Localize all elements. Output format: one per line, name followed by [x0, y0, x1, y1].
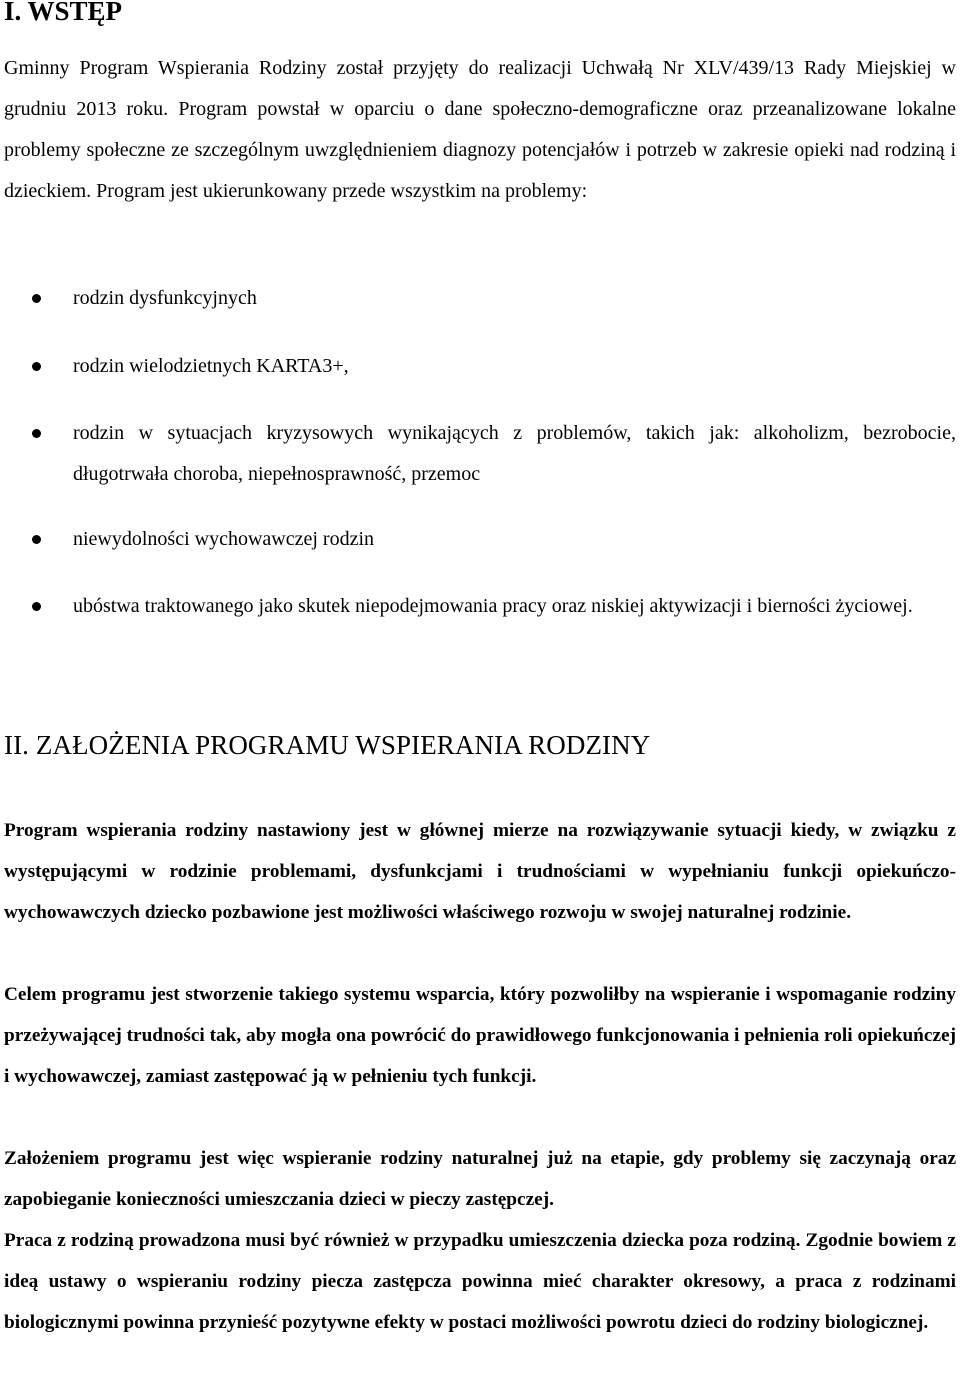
- bullet-icon: [32, 429, 41, 438]
- bullet-icon: [32, 535, 41, 544]
- list-item-text: rodzin wielodzietnych KARTA3+,: [73, 355, 349, 377]
- intro-paragraph: Gminny Program Wspierania Rodziny został przyjęty do realizacji Uchwałą Nr XLV/439/13 Rady Miejskiej w grudniu 2013 roku. Program powstał w oparciu o dane społeczno-demograficzne oraz przeanalizowane lokalne problemy społeczne ze szczególnym uwzględnieniem diagnozy potencjałów i potrzeb w zakresie opieki nad rodziną i dzieckiem. Program jest ukierunkowany przede wszystkim na problemy:: [4, 57, 956, 202]
- list-item-text: rodzin dysfunkcyjnych: [73, 287, 257, 309]
- bullet-icon: [32, 362, 41, 371]
- list-item-text: ubóstwa traktowanego jako skutek niepodejmowania pracy oraz niskiej aktywizacji i bierności życiowej.: [73, 595, 913, 617]
- bullet-icon: [32, 602, 41, 611]
- list-item-text: niewydolności wychowawczej rodzin: [73, 528, 375, 550]
- list-item-text: rodzin w sytuacjach kryzysowych wynikających z problemów, takich jak: alkoholizm, bezrobocie, długotrwała choroba, niepełnosprawność, przemoc: [73, 422, 956, 485]
- program-goal-paragraph: Celem programu jest stworzenie takiego systemu wsparcia, który pozwoliłby na wspieranie i wspomaganie rodziny przeżywającej trudności tak, aby mogła ona powrócić do prawidłowego funkcjonowania i pełnienia roli opiekuńczej i wychowawczej, zamiast zastępować ją w pełnieniu tych funkcji.: [4, 984, 956, 1087]
- bullet-icon: [32, 294, 41, 303]
- program-premise-paragraph: Założeniem programu jest więc wspieranie rodziny naturalnej już na etapie, gdy problemy się zaczynają oraz zapobieganie konieczności umieszczania dzieci w pieczy zastępczej.: [4, 1148, 956, 1210]
- section-heading-introduction: I. WSTĘP: [4, 0, 123, 26]
- family-work-paragraph: Praca z rodziną prowadzona musi być również w przypadku umieszczenia dziecka poza rodziną. Zgodnie bowiem z ideą ustawy o wspieraniu rodziny piecza zastępcza powinna mieć charakter okresowy, a praca z rodzinami biologicznymi powinna przynieść pozytywne efekty w postaci możliwości powrotu dzieci do rodziny biologicznej.: [4, 1230, 956, 1333]
- assumptions-paragraph: Program wspierania rodziny nastawiony jest w głównej mierze na rozwiązywanie sytuacji kiedy, w związku z występującymi w rodzinie problemami, dysfunkcjami i trudnościami w wypełnianiu funkcji opiekuńczo-wychowawczych dziecko pozbawione jest możliwości właściwego rozwoju w swojej naturalnej rodzinie.: [4, 820, 956, 923]
- section-heading-program-assumptions: II. ZAŁOŻENIA PROGRAMU WSPIERANIA RODZINY: [4, 730, 651, 760]
